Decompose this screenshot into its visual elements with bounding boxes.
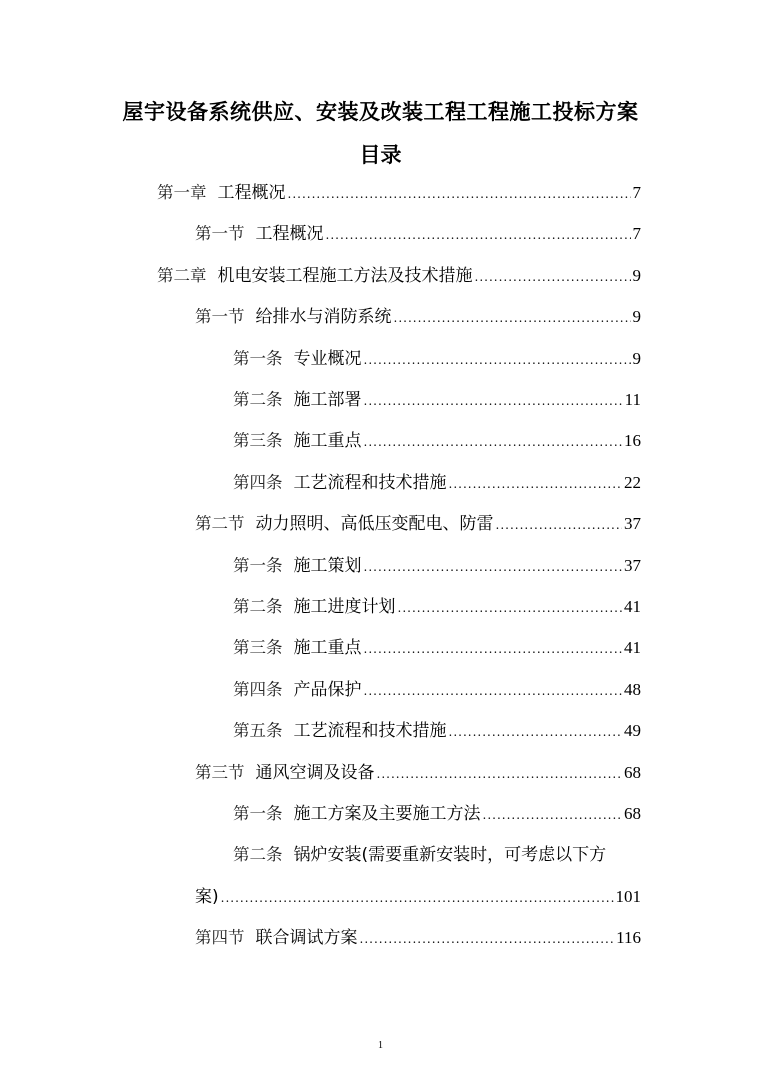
- dot-leader: [475, 265, 631, 289]
- toc-entry-title: 锅炉安装(需要重新安装时，可考虑以下方: [293, 845, 607, 866]
- toc-entry-title: 工程概况: [255, 224, 324, 245]
- toc-entry-number: 第二节: [195, 514, 245, 534]
- toc-entry[interactable]: [233, 595, 641, 619]
- toc-entry-title: 施工重点: [293, 431, 362, 452]
- dot-leader: [364, 679, 623, 703]
- dot-leader: [364, 555, 623, 579]
- toc-entry[interactable]: [233, 388, 641, 412]
- toc-entry-page: 37: [624, 555, 641, 575]
- dot-leader: [221, 886, 614, 910]
- toc-entry-title: 工程概况: [217, 183, 286, 203]
- toc-entry-title: 施工进度计划: [293, 597, 396, 617]
- toc-entry-page: 9: [632, 348, 641, 368]
- toc-entry-page: 48: [624, 679, 641, 699]
- dot-leader: [449, 472, 623, 496]
- toc-entry[interactable]: [195, 305, 641, 329]
- document-title: 屋宇设备系统供应、安装及改装工程工程施工投标方案: [122, 100, 639, 124]
- toc-entry[interactable]: [233, 429, 641, 453]
- toc-entry-page: 68: [624, 804, 641, 823]
- toc-entry-number: 第一节: [195, 307, 245, 327]
- toc-entry-page: 41: [624, 638, 641, 658]
- toc-entry-page: 37: [624, 514, 641, 534]
- dot-leader: [398, 596, 623, 620]
- dot-leader: [377, 762, 623, 786]
- toc-entry-page: 9: [632, 265, 641, 285]
- toc-entry[interactable]: [233, 471, 641, 495]
- dot-leader: [364, 430, 623, 454]
- dot-leader: [364, 637, 623, 661]
- toc-entry-number: 第一节: [195, 224, 245, 244]
- toc-entry-number: 第一条: [233, 555, 283, 575]
- toc-entry[interactable]: [233, 636, 641, 660]
- toc-entry-title: 产品保护: [293, 679, 362, 700]
- toc-entry-page: 41: [624, 597, 641, 616]
- toc-entry[interactable]: [233, 554, 641, 578]
- toc-entry-number: 第一条: [233, 348, 283, 368]
- toc-entry-number: 第四条: [233, 679, 283, 699]
- toc-entry-page: 116: [616, 928, 641, 948]
- toc-entry-number: 第三条: [233, 638, 283, 658]
- toc-entry[interactable]: [195, 761, 641, 785]
- toc-entry-number: 第二条: [233, 390, 283, 409]
- toc-entry-title: 工艺流程和技术措施: [293, 721, 447, 742]
- dot-leader: [360, 927, 615, 951]
- toc-entry-page: 68: [624, 762, 641, 782]
- toc-entry-title: 工艺流程和技术措施: [293, 472, 447, 493]
- toc-entry-number: 第二条: [233, 597, 283, 616]
- toc-entry[interactable]: [157, 181, 641, 205]
- toc-entry-number: 第五条: [233, 721, 283, 741]
- toc-heading: 目录: [359, 143, 402, 167]
- toc-entry-number: 第二条: [233, 845, 283, 865]
- toc-entry-number: 第三节: [195, 762, 245, 782]
- dot-leader: [288, 182, 631, 206]
- toc-entry-title: 施工方案及主要施工方法: [293, 804, 481, 824]
- toc-entry-number: 第一条: [233, 804, 283, 823]
- toc-entry-title: 给排水与消防系统: [255, 307, 392, 328]
- dot-leader: [496, 513, 623, 537]
- dot-leader: [483, 803, 623, 827]
- toc-entry-number: 第一章: [157, 183, 207, 202]
- toc-entry-number: 第四节: [195, 928, 245, 948]
- toc-entry[interactable]: [195, 885, 641, 909]
- toc-entry[interactable]: [233, 719, 641, 743]
- toc-entry-page: 11: [624, 390, 641, 409]
- toc-entry-page: 9: [632, 307, 641, 327]
- toc-entry-title: 施工部署: [293, 390, 362, 410]
- toc-entry-number: 第四条: [233, 472, 283, 492]
- toc-entry-title: 专业概况: [293, 348, 362, 369]
- toc-entry-page: 16: [624, 431, 641, 451]
- toc-entry-title: 施工重点: [293, 638, 362, 659]
- toc-entry[interactable]: [195, 222, 641, 246]
- dot-leader: [364, 389, 623, 413]
- toc-entry[interactable]: [233, 802, 641, 826]
- dot-leader: [364, 348, 631, 372]
- toc-entry-page: 7: [632, 224, 641, 244]
- toc-entry[interactable]: [195, 512, 641, 536]
- dot-leader: [326, 223, 631, 247]
- toc-entry[interactable]: [233, 347, 641, 371]
- dot-leader: [449, 720, 623, 744]
- toc-entry-page: 7: [632, 183, 641, 202]
- toc-entry-title: 施工策划: [293, 555, 362, 576]
- toc-entry-title: 联合调试方案: [255, 928, 358, 949]
- toc-entry-page: 22: [624, 472, 641, 492]
- toc-entry-title: 动力照明、高低压变配电、防雷: [255, 514, 494, 535]
- toc-entry-title: 通风空调及设备: [255, 762, 375, 783]
- toc-entry[interactable]: [233, 678, 641, 702]
- toc-entry[interactable]: [233, 843, 641, 867]
- toc-entry-number: 第三条: [233, 431, 283, 451]
- toc-entry-title-continuation: 案): [195, 886, 219, 907]
- dot-leader: [394, 306, 631, 330]
- toc-entry[interactable]: [195, 926, 641, 950]
- toc-entry[interactable]: [157, 264, 641, 288]
- toc-entry-number: 第二章: [157, 265, 207, 285]
- toc-entry-title: 机电安装工程施工方法及技术措施: [217, 265, 473, 286]
- toc-entry-page: 49: [624, 721, 641, 741]
- toc-entry-page: 101: [615, 886, 641, 906]
- page-number: 1: [378, 1040, 383, 1051]
